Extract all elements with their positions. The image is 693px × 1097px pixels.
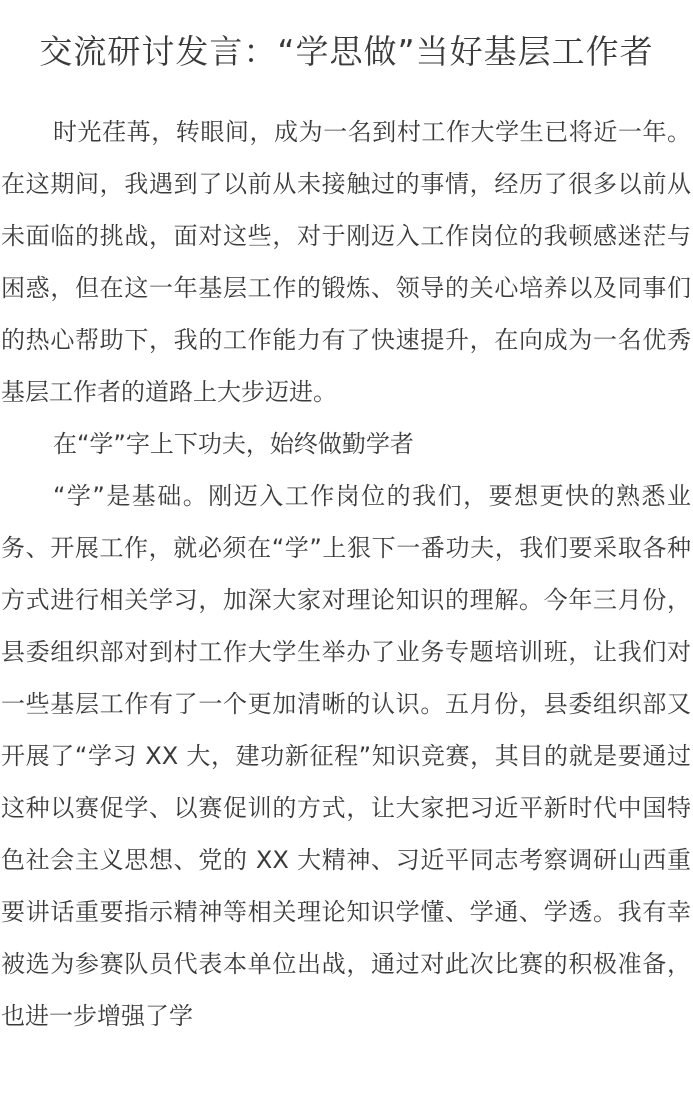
document-title: 交流研讨发言：“学思做”当好基层工作者: [39, 32, 654, 71]
paragraph-intro: 时光荏苒，转眼间，成为一名到村工作大学生已将近一年。在这期间，我遇到了以前从未接触过的事情，经历了很多以前从未面临的挑战，面对这些，对于刚迈入工作岗位的我顿感迷茫与困惑，但在这一年基层工作的锻炼、领导的关心培养以及同事们的热心帮助下，我的工作能力有了快速提升，在向成为一名优秀基层工作者的道路上大步迈进。: [1, 118, 691, 406]
paragraph-study: “学”是基础。刚迈入工作岗位的我们，要想更快的熟悉业务、开展工作，就必须在“学”上狠下一番功夫，我们要采取各种方式进行相关学习，加深大家对理论知识的理解。今年三月份，县委组织部对到村工作大学生举办了业务专题培训班，让我们对一些基层工作有了一个更加清晰的认识。五月份，县委组织部又开展了“学习 XX 大，建功新征程”知识竞赛，其目的就是要通过这种以赛促学、以赛促训的方式，让大家把习近平新时代中国特色社会主义思想、党的 XX 大精神、习近平同志考察调研山西重要讲话重要指示精神等相关理论知识学懂、学通、学透。我有幸被选为参赛队员代表本单位出战，通过对此次比赛的积极准备，也进一步增强了学: [1, 482, 691, 1030]
document-body: [1, 106, 691, 1042]
section-heading-study: 在“学”字上下功夫，始终做勤学者: [53, 430, 414, 458]
